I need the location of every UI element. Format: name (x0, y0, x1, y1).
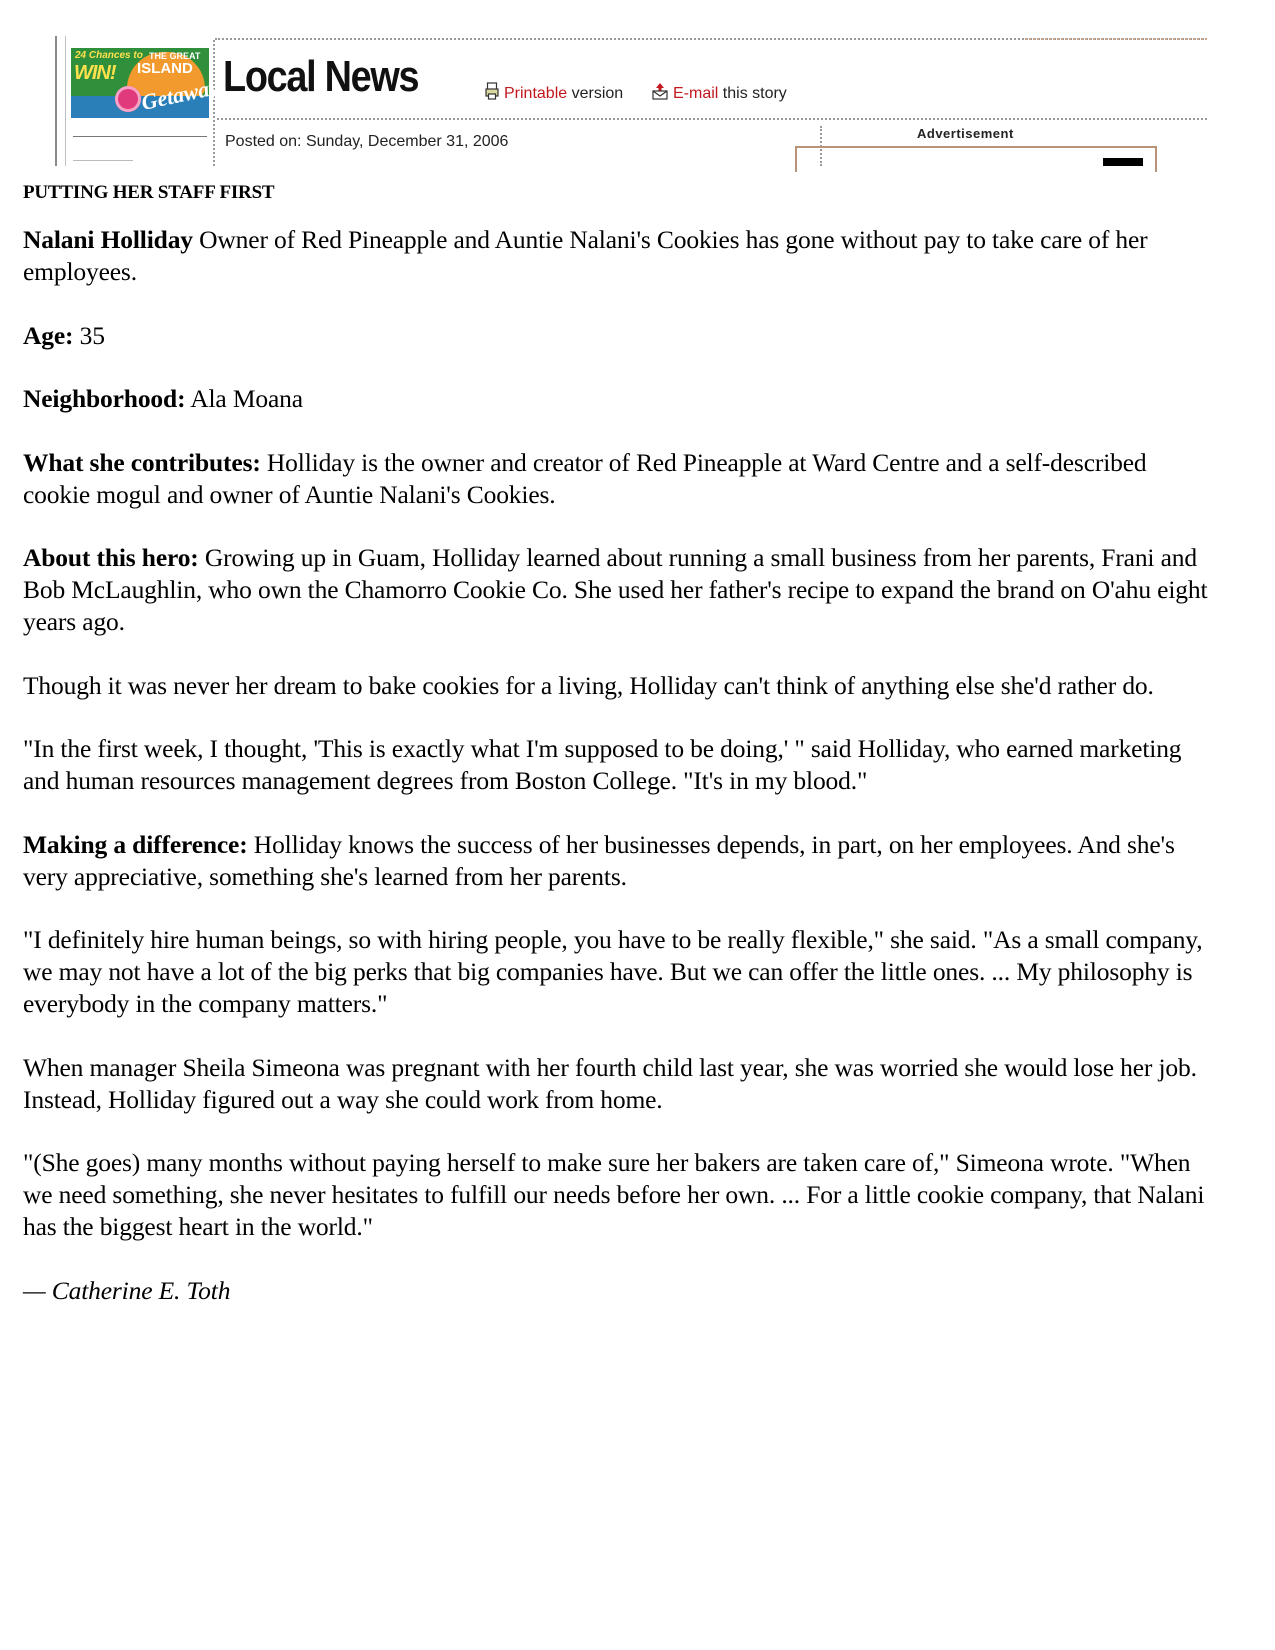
header-middle-divider (217, 118, 1207, 120)
hibiscus-flower-icon (115, 86, 141, 112)
posted-date: Posted on: Sunday, December 31, 2006 (225, 133, 509, 150)
email-link-highlight: E-mail (673, 85, 719, 102)
promo-divider (73, 136, 207, 137)
hiring-quote-paragraph: "I definitely hire human beings, so with hiring people, you have to be really flexible," she said. "As a small company, we may not have a lot of the big perks that big companies have. But we can offer the little ones. ... My philosophy is everybody in the company matters." (23, 925, 1203, 1018)
about-hero-label: About this hero: (23, 543, 199, 572)
section-title: Local News (223, 52, 419, 101)
difference-paragraph (23, 829, 1218, 893)
header-left-border-inner (65, 36, 66, 166)
advertisement-graphic (1103, 158, 1143, 166)
difference-label: Making a difference: (23, 829, 248, 859)
contributes-text: Holliday is the owner and creator of Red Pineapple at Ward Centre and a self-described cookie mogul and owner of Auntie Nalani's Cookies. (23, 447, 1147, 509)
printable-version-link[interactable] (485, 82, 623, 105)
dream-paragraph: Though it was never her dream to bake cookies for a living, Holliday can't think of anything else she'd rather do. (23, 670, 1154, 700)
contributes-label: What she contributes: (23, 447, 261, 477)
simeona-quote-paragraph: "(She goes) many months without paying herself to make sure her bakers are taken care of," Simeona wrote. "When we need something, she never hesitates to fulfill our needs before her own. ... For a little cookie company, that Nalani has the biggest heart in the world." (23, 1148, 1205, 1241)
manager-paragraph: When manager Sheila Simeona was pregnant with her fourth child last year, she was worried she would lose her job. Instead, Holliday figured out a way she could work from home. (23, 1052, 1197, 1114)
intro-paragraph (23, 224, 1218, 288)
email-link-rest: this story (718, 85, 787, 102)
article-headline: PUTTING HER STAFF FIRST (23, 182, 275, 203)
age-paragraph (23, 320, 1218, 352)
printable-link-rest: version (567, 85, 624, 102)
island-getaway-promo-banner[interactable] (71, 48, 221, 118)
intro-text: Owner of Red Pineapple and Auntie Nalani's Cookies has gone without pay to take care of her employees. (23, 225, 1148, 286)
difference-text: Holliday knows the success of her businesses depends, in part, on her employees. And she's very appreciative, something she's learned from her parents. (23, 829, 1175, 891)
first-week-quote-paragraph: "In the first week, I thought, 'This is exactly what I'm supposed to be doing,' " said Holliday, who earned marketing and human resources management degrees from Boston College. "It's in my blood." (23, 734, 1182, 795)
printable-link-highlight: Printable (504, 85, 568, 102)
promo-great-text: THE GREAT (149, 51, 201, 61)
advertisement-label: Advertisement (917, 126, 1014, 141)
printer-icon (485, 82, 499, 105)
page-header-banner (55, 36, 1207, 166)
age-label: Age: (23, 320, 74, 350)
about-hero-paragraph (23, 542, 1218, 638)
article-byline: — Catherine E. Toth (23, 1275, 231, 1305)
header-left-border (55, 36, 57, 166)
article-body (23, 182, 1218, 1338)
promo-island-text: ISLAND (137, 60, 193, 77)
header-vertical-divider (213, 40, 215, 166)
neighborhood-value: Ala Moana (185, 384, 303, 413)
promo-getaway-text: Getaway (139, 74, 221, 115)
neighborhood-paragraph (23, 383, 1218, 415)
hero-name: Nalani Holliday (23, 225, 193, 254)
email-icon (652, 82, 668, 105)
promo-win-text: WIN! (74, 62, 116, 84)
about-hero-text: Growing up in Guam, Holliday learned about running a small business from her parents, Frani and Bob McLaughlin, who own the Chamorro Cookie Co. She used her father's recipe to expand the brand on O'ahu eight years ago. (23, 543, 1208, 636)
promo-divider-secondary (73, 160, 133, 161)
contributes-paragraph (23, 447, 1218, 511)
neighborhood-label: Neighborhood: (23, 384, 186, 413)
age-value: 35 (73, 320, 105, 350)
header-top-divider-accent (1025, 38, 1207, 40)
email-story-link[interactable] (652, 82, 787, 105)
promo-chances-text: 24 Chances to (75, 50, 143, 61)
